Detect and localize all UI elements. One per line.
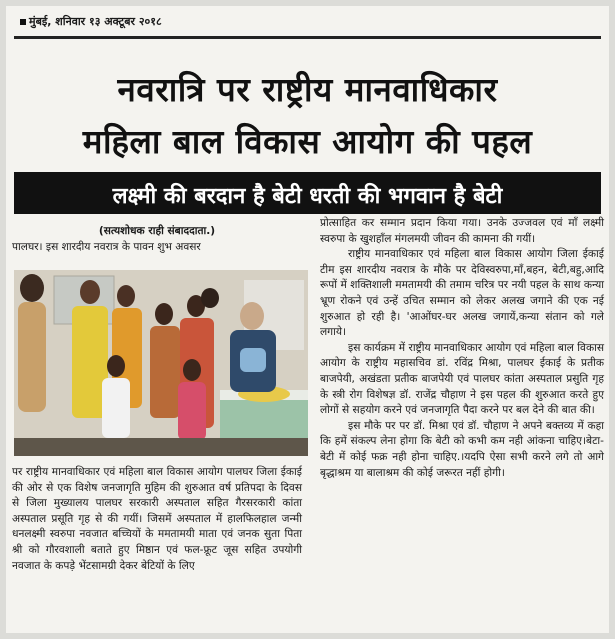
lead-paragraph: पालघर। इस शारदीय नवरात्र के पावन शुभ अवसर [12,240,201,253]
left-column-top [12,224,302,255]
left-bottom-paragraph: पर राष्ट्रीय मानवाधिकार एवं महिला बाल विकास आयोग पालघर जिला ईकाई की ओर से एक विशेष जनजागृति मुहिम की शुरुआत वर्ष प्रतिपदा के दिवस से जिला मुख्यालय पालघर सरकारी अस्पताल सहित गैरसरकारी कांता अस्पताल प्रसूति गृह से की गयीं। जिसमें अस्पताल में हालफिलहाल जन्मी धनलक्ष्मी स्वरुपा नवजात बच्चियों के ममतामयी माता एवं जनक सुता पिता श्री को गौरवशाली बताते हुए मिष्ठान एवं फल-फ्रूट जूस सहित उपयोगी नवजात के कपड़े भेंटसामग्री देकर बेटियों के लिए [12,466,302,572]
news-photo [14,270,308,456]
right-paragraph-3: इस कार्यक्रम में राष्ट्रीय मानवाधिकार आयोग एवं महिला बाल विकास आयोग के राष्ट्रीय महासचिव डां. रविंद्र मिश्रा, पालघर ईकाई के प्रतीक बाजपेयी, अखंडता प्रतीक बाजपेयी एवं पालघर कांता अस्पताल प्रसुति गृह के स्त्री रोग विशेषज्ञ डॉ. राजेंद्र चौहाण ने इस पहल की शुरुआत करते हुए लोगों से सहयोग करने एवं जनजागृति पैदा करने पर बल देने की बात की। [320,341,604,417]
bullet-square-icon [20,19,26,25]
headline-line-1: नवरात्रि पर राष्ट्रीय मानवाधिकार [117,70,498,109]
right-paragraph-4: इस मौके पर पर डॉ. मिश्रा एवं डॉ. चौहाण ने अपने बक्तव्य में कहा कि हमें संकल्प लेना होगा कि बेटी को कभी कम नही आंकना चाहिए।बेटा-बेटी में कोई फक्र नही होना चाहिए.।यदपि ऐसा सभी करने लगे तो आगे बृद्धाश्रम या बालाश्रम की कोई जरूरत नहीं होगी। [320,419,604,479]
right-paragraph-2: राष्ट्रीय मानवाधिकार एवं महिला बाल विकास आयोग जिला ईकाई टीम इस शारदीय नवरात्र के मौके पर देविस्वरुपा,माँ,बहन, बेटी,बहु,आदि रूपों में शक्तिशाली ममतामयी की तमाम चरित्र पर नयी पहल के साथ कन्या भ्रूण रोकने एवं उन्हें उचित सम्मान को लेकर अलख जगाने की एक नई शुरुआत हो रही है। 'आओंघर-घर अलख जगायें,कन्या संतान को गले लगाये। [320,248,604,339]
headline-line-2: महिला बाल विकास आयोग की पहल [82,122,533,161]
dateline [20,14,162,29]
right-paragraph-1: प्रोत्साहित कर सम्मान प्रदान किया गया। उनके उज्जवल एवं माँ लक्ष्मी स्वरुपा के खुशहाँल मंगलमयी जीवन की कामना की गयीं। [320,217,604,245]
dateline-text: मुंबई, शनिवार १३ अक्टूबर २०१८ [29,15,162,28]
byline: (सत्यशोधक राही संबाददाता.) [98,225,216,237]
group-photo-illustration [14,270,308,456]
subheadline: लक्ष्मी की बरदान है बेटी धरती की भगवान है बेटी [112,184,503,209]
right-column [320,216,604,481]
newspaper-clipping [6,6,609,633]
subheadline-banner [14,172,601,214]
header-rule [14,36,601,39]
left-column-bottom [12,465,302,574]
